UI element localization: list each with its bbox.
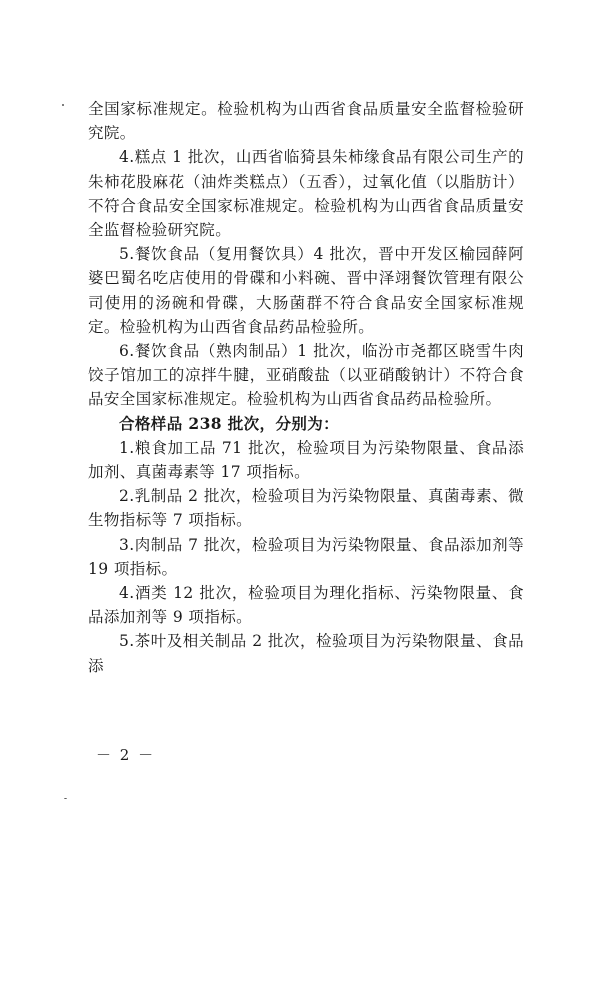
- paragraph-qualified-1-grain: 1.粮食加工品 71 批次，检验项目为污染物限量、食品添加剂、真菌毒素等 17 项指标。: [88, 438, 524, 482]
- scan-speck: [64, 798, 67, 799]
- paragraph-qualified-4-liquor: 4.酒类 12 批次，检验项目为理化指标、污染物限量、食品添加剂等 9 项指标。: [88, 584, 524, 627]
- page-number: － 2 －: [96, 746, 156, 764]
- body-text: [88, 97, 524, 678]
- scan-speck: [62, 104, 64, 106]
- paragraph-item-4-pastry: 4.糕点 1 批次，山西省临猗县朱柿缘食品有限公司生产的朱柿花股麻花（油炸类糕点）（五香），过氧化值（以脂肪计）不符合食品安全国家标准规定。检验机构为山西省食品质量安全监督检验研究院。: [88, 148, 524, 240]
- paragraph-item-5-tableware: 5.餐饮食品（复用餐饮具）4 批次，晋中开发区榆园薛阿婆巴蜀名吃店使用的骨碟和小料碗、晋中泽翊餐饮管理有限公司使用的汤碗和骨碟，大肠菌群不符合食品安全国家标准规定。检验机构为山西省食品药品检验所。: [88, 245, 524, 336]
- qualified-samples-heading: 合格样品 238 批次，分别为：: [119, 413, 340, 433]
- paragraph-qualified-5-tea: 5.茶叶及相关制品 2 批次，检验项目为污染物限量、食品添: [88, 632, 524, 675]
- paragraph-item-6-cooked-meat: 6.餐饮食品（熟肉制品）1 批次，临汾市尧都区晓雪牛肉饺子馆加工的凉拌牛腱，亚硝酸盐（以亚硝酸钠计）不符合食品安全国家标准规定。检验机构为山西省食品药品检验所。: [88, 342, 524, 409]
- paragraph-qualified-2-dairy: 2.乳制品 2 批次，检验项目为污染物限量、真菌毒素、微生物指标等 7 项指标。: [88, 487, 524, 530]
- paragraph-qualified-3-meat: 3.肉制品 7 批次，检验项目为污染物限量、食品添加剂等 19 项指标。: [88, 535, 524, 578]
- paragraph-continuation: 全国家标准规定。检验机构为山西省食品质量安全监督检验研究院。: [88, 100, 524, 143]
